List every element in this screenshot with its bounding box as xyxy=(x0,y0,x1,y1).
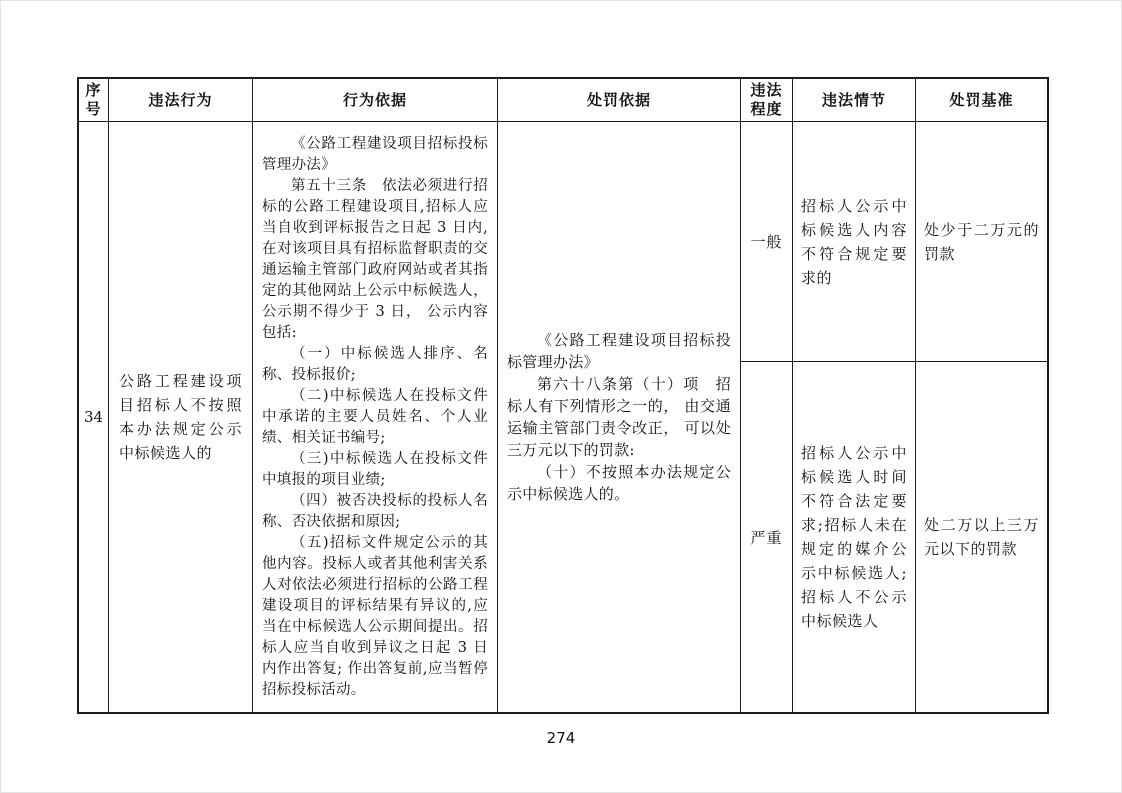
table-header-row xyxy=(79,79,1047,122)
paragraph: 第六十八条第（十）项 招标人有下列情形之一的， 由交通运输主管部门责令改正， 可以处三万元以下的罚款: xyxy=(507,375,731,459)
behavior-basis-text xyxy=(253,134,497,701)
violation-text: 公路工程建设项目招标人不按照本办法规定公示中标候选人的 xyxy=(119,372,242,462)
cell-degree-severe: 严重 xyxy=(741,362,793,712)
cell-degree-general: 一般 xyxy=(741,122,793,361)
penalty-basis-text xyxy=(498,329,740,505)
cell-benchmark-general xyxy=(916,122,1047,361)
col-header-circumstance: 违法情节 xyxy=(793,79,916,121)
paragraph: （一）中标候选人排序、名称、投标报价; xyxy=(262,345,488,383)
paragraph: （四）被否决投标的投标人名称、否决依据和原因; xyxy=(262,492,488,530)
paragraph: （二)中标候选人在投标文件中承诺的主要人员姓名、个人业绩、相关证书编号; xyxy=(262,387,488,446)
benchmark-text: 处二万以上三万元以下的罚款 xyxy=(924,516,1039,558)
table-row xyxy=(79,122,1047,712)
circumstance-text: 招标人公示中标候选人时间不符合法定要求;招标人未在规定的媒介公示中标候选人;招标人不公示中标候选人 xyxy=(801,444,907,630)
degree-circumstance-benchmark-block xyxy=(741,122,1047,712)
circumstance-text: 招标人公示中标候选人内容不符合规定要求的 xyxy=(801,196,907,287)
paragraph: 《公路工程建设项目招标投标管理办法》 xyxy=(262,135,488,173)
cell-serial-number: 34 xyxy=(79,122,109,712)
paragraph: （五)招标文件规定公示的其他内容。投标人或者其他利害关系人对依法必须进行招标的公路工程建设项目的评标结果有异议的,应当在中标候选人公示期间提出。招标人应当自收到异议之日起 3 日内作出答复; 作出答复前,应当暂停招标投标活动。 xyxy=(262,534,488,698)
cell-circumstance-severe xyxy=(793,362,916,712)
col-header-benchmark: 处罚基准 xyxy=(949,90,1014,109)
benchmark-text: 处少于二万元的罚款 xyxy=(924,220,1039,263)
col-header-behavior-basis: 行为依据 xyxy=(253,79,498,121)
col-header-violation: 违法行为 xyxy=(109,79,253,121)
cell-behavior-basis xyxy=(253,122,498,712)
cell-benchmark-severe xyxy=(916,362,1047,712)
paragraph: 第五十三条 依法必须进行招标的公路工程建设项目,招标人应当自收到评标报告之日起 3 日内,在对该项目具有招标监督职责的交通运输主管部门政府网站或者其指定的其他网站上公示中标候选人， 公示期不得少于 3 日， 公示内容包括: xyxy=(262,177,488,341)
page-number: 274 xyxy=(546,729,576,747)
col-header-penalty-basis: 处罚依据 xyxy=(498,79,741,121)
paragraph: （三)中标候选人在投标文件中填报的项目业绩; xyxy=(262,450,488,488)
cell-penalty-basis xyxy=(498,122,741,712)
cell-circumstance-general xyxy=(793,122,916,361)
cell-violation xyxy=(109,122,253,712)
subrow-general xyxy=(741,122,1047,362)
paragraph: （十）不按照本办法规定公示中标候选人的。 xyxy=(507,463,731,503)
col-header-degree: 违法程度 xyxy=(741,79,793,121)
paragraph: 《公路工程建设项目招标投标管理办法》 xyxy=(507,331,731,371)
subrow-severe xyxy=(741,362,1047,712)
penalty-table xyxy=(77,77,1049,714)
col-header-serial: 序号 xyxy=(79,79,109,121)
